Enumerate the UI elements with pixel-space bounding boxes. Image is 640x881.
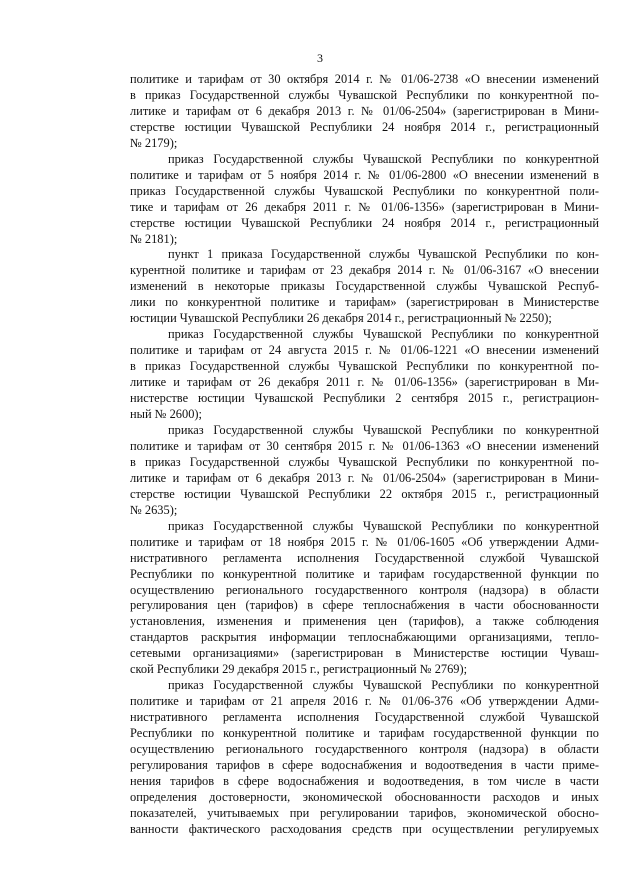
text-line: курентной политике и тарифам от 23 декабря 2014 г. № 01/06-3167 «О внесении (130, 263, 599, 278)
text-line: регулирования тарифов в сфере водоснабжения и водоотведения в части приме- (130, 757, 599, 772)
text-line: в приказ Государственной службы Чувашской Республики по конкурентной по- (130, 87, 599, 102)
paragraph (130, 678, 599, 838)
text-line: Республики по конкурентной политике и тарифам государственной функции по (130, 726, 599, 741)
text-line: нистративного регламента исполнения Государственной службой Чувашской (130, 710, 599, 725)
paragraph (130, 327, 599, 423)
text-line: политике и тарифам от 21 апреля 2016 г. № 01/06-376 «Об утверждении Адми- (130, 694, 599, 709)
text-line: приказ Государственной службы Чувашской Республики по конкурентной (168, 518, 599, 533)
text-line: показателей, учитываемых при регулировании тарифов, экономической обосно- (130, 805, 599, 820)
document-body (130, 72, 599, 838)
paragraph (130, 152, 599, 248)
text-line: осуществлению регионального государственного контроля (надзора) в области (130, 742, 599, 757)
paragraph (130, 247, 599, 327)
text-line: нистративного регламента исполнения Государственной службой Чувашской (130, 550, 599, 565)
text-line: приказ Государственной службы Чувашской Республики по конкурентной (168, 327, 599, 342)
text-line: политике и тарифам от 30 октября 2014 г. № 01/06-2738 «О внесении изменений (130, 72, 599, 86)
text-line: ской Республики 29 декабря 2015 г., регистрационный № 2769); (130, 662, 468, 677)
text-line: ный № 2600); (130, 407, 202, 422)
text-line: стерстве юстиции Чувашской Республики 24 ноября 2014 г., регистрационный (130, 215, 599, 230)
text-line: политике и тарифам от 18 ноября 2015 г. № 01/06-1605 «Об утверждении Адми- (130, 534, 599, 549)
text-line: регулирования цен (тарифов) в сфере теплоснабжения в части обоснованности (130, 598, 599, 613)
text-line: литике и тарифам от 6 декабря 2013 г. № 01/06-2504» (зарегистрирован в Мини- (130, 470, 599, 485)
text-line: нистерстве юстиции Чувашской Республики 2 сентября 2015 г., регистрацион- (130, 391, 599, 406)
text-line: приказ Государственной службы Чувашской Республики по конкурентной поли- (130, 183, 599, 198)
text-line: политике и тарифам от 24 августа 2015 г. № 01/06-1221 «О внесении изменений (130, 343, 599, 358)
text-line: политике и тарифам от 30 сентября 2015 г. № 01/06-1363 «О внесении изменений (130, 438, 599, 453)
text-line: Республики по конкурентной политике и тарифам государственной функции по (130, 566, 599, 581)
text-line: стандартов раскрытия информации теплоснабжающими организациями, тепло- (130, 630, 599, 645)
text-line: изменений в некоторые приказы Государственной службы Чувашской Респуб- (130, 279, 599, 294)
text-line: осуществлению регионального государственного контроля (надзора) в области (130, 582, 599, 597)
text-line: приказ Государственной службы Чувашской Республики по конкурентной (168, 422, 599, 437)
text-line: № 2181); (130, 231, 178, 246)
text-line: юстиции Чувашской Республики 26 декабря 2014 г., регистрационный № 2250); (130, 311, 552, 326)
text-line: в приказ Государственной службы Чувашской Республики по конкурентной по- (130, 359, 599, 374)
paragraph (130, 519, 599, 679)
text-line: литике и тарифам от 6 декабря 2013 г. № 01/06-2504» (зарегистрирован в Мини- (130, 103, 599, 118)
text-line: стерстве юстиции Чувашской Республики 22 октября 2015 г., регистрационный (130, 486, 599, 501)
text-line: определения достоверности, экономической обоснованности расходов и иных (130, 789, 599, 804)
text-line: приказ Государственной службы Чувашской Республики по конкурентной (168, 151, 599, 166)
text-line: № 2635); (130, 502, 178, 517)
paragraph (130, 72, 599, 152)
text-line: пункт 1 приказа Государственной службы Чувашской Республики по кон- (168, 247, 599, 262)
text-line: лики по конкурентной политике и тарифам» (зарегистрирован в Министерстве (130, 295, 599, 310)
text-line: стерстве юстиции Чувашской Республики 24 ноября 2014 г., регистрационный (130, 119, 599, 134)
text-line: ванности фактического расходования средств при осуществлении регулируемых (130, 821, 599, 836)
text-line: литике и тарифам от 26 декабря 2011 г. № 01/06-1356» (зарегистрирован в Ми- (130, 375, 599, 390)
text-line: нения тарифов в сфере водоснабжения и водоотведения, в том числе в части (130, 773, 599, 788)
text-line: тике и тарифам от 26 декабря 2011 г. № 01/06-1356» (зарегистрирован в Мини- (130, 199, 599, 214)
page-number: 3 (317, 51, 323, 65)
text-line: № 2179); (130, 135, 178, 150)
text-line: сетевыми организациями» (зарегистрирован в Министерстве юстиции Чуваш- (130, 646, 599, 661)
text-line: в приказ Государственной службы Чувашской Республики по конкурентной по- (130, 454, 599, 469)
text-line: установления, изменения и применения цен (тарифов), а также соблюдения (130, 614, 599, 629)
text-line: приказ Государственной службы Чувашской Республики по конкурентной (168, 678, 599, 693)
paragraph (130, 423, 599, 519)
text-line: политике и тарифам от 5 ноября 2014 г. № 01/06-2800 «О внесении изменений в (130, 167, 599, 182)
